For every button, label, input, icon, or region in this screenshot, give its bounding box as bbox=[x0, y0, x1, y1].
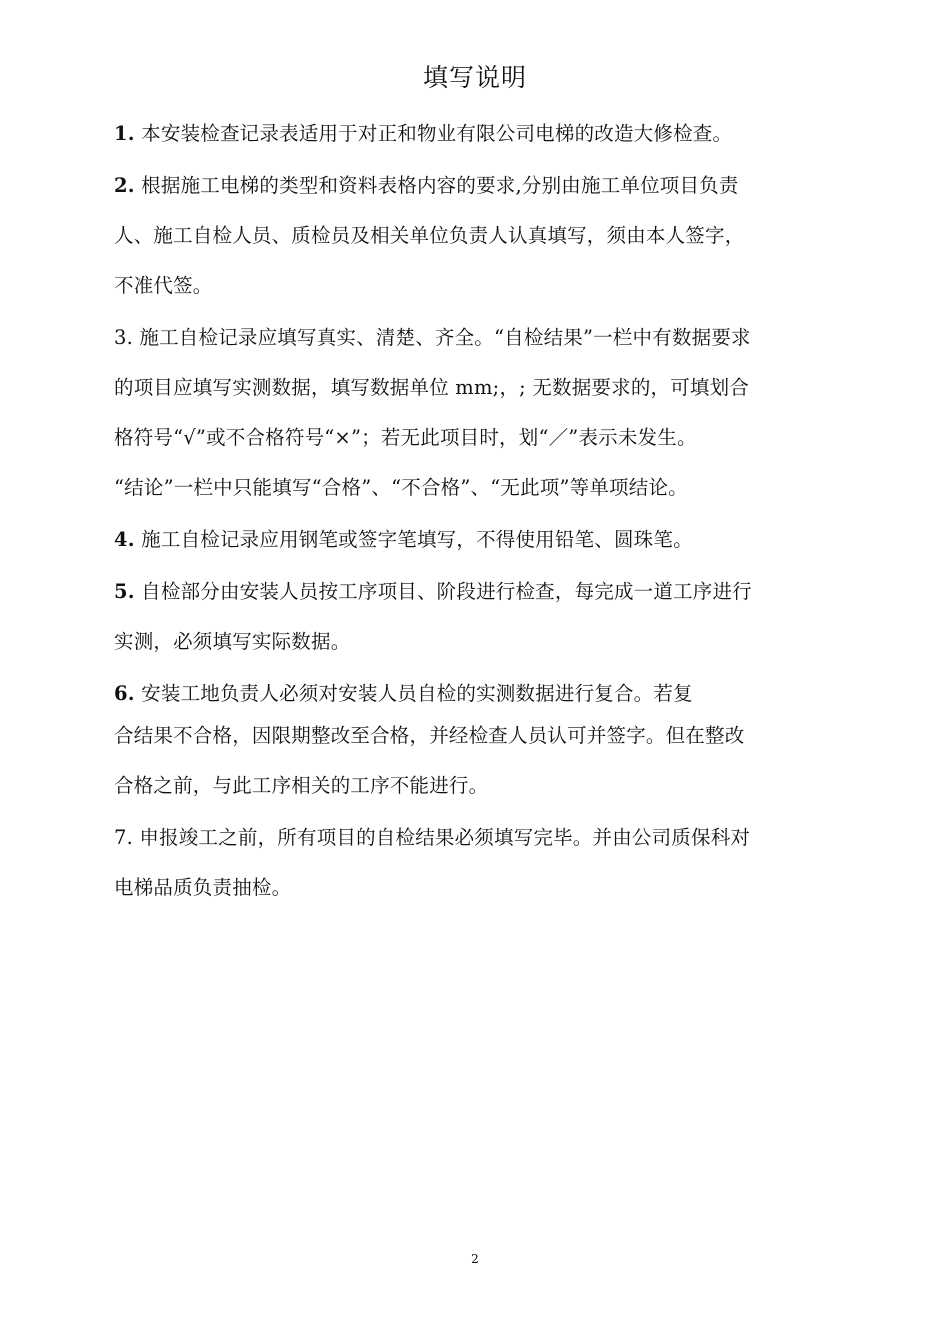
instruction-line bbox=[114, 273, 844, 298]
line-text: 合结果不合格，因限期整改至合格，并经检查人员认可并签字。但在整改 bbox=[114, 724, 745, 747]
item-number: 5. bbox=[114, 580, 135, 603]
line-text: “结论”一栏中只能填写“合格”、“不合格”、“无此项”等单项结论。 bbox=[114, 476, 688, 499]
line-text: 不准代签。 bbox=[114, 274, 213, 297]
instruction-line bbox=[114, 773, 844, 798]
instruction-line bbox=[114, 723, 844, 748]
instruction-line bbox=[114, 325, 844, 350]
instruction-line bbox=[114, 825, 844, 850]
page-number: 2 bbox=[471, 1252, 479, 1266]
instructions-body bbox=[114, 114, 844, 900]
item-number: 4. bbox=[114, 528, 135, 551]
item-number: 2. bbox=[114, 174, 135, 197]
instruction-line bbox=[114, 475, 844, 500]
instruction-line bbox=[114, 681, 844, 706]
instruction-line bbox=[114, 121, 844, 146]
line-text: 施工自检记录应用钢笔或签字笔填写，不得使用铅笔、圆珠笔。 bbox=[134, 528, 693, 551]
page-title: 填写说明 bbox=[422, 63, 527, 92]
instruction-line bbox=[114, 425, 844, 450]
instruction-line bbox=[114, 375, 844, 400]
instruction-line bbox=[114, 527, 844, 552]
instruction-line bbox=[114, 223, 844, 248]
instruction-line bbox=[114, 173, 844, 198]
instruction-line bbox=[114, 579, 844, 604]
instruction-line bbox=[114, 875, 844, 900]
line-text: 人、施工自检人员、质检员及相关单位负责人认真填写，须由本人签字， bbox=[114, 224, 745, 247]
line-text: 7. 申报竣工之前，所有项目的自检结果必须填写完毕。并由公司质保科对 bbox=[114, 826, 751, 849]
line-text: 实测，必须填写实际数据。 bbox=[114, 630, 351, 653]
line-text: 根据施工电梯的类型和资料表格内容的要求,分别由施工单位项目负责 bbox=[134, 174, 739, 197]
line-text: 格符号“√”或不合格符号“×”；若无此项目时，划“／”表示未发生。 bbox=[114, 426, 697, 449]
line-text: 合格之前，与此工序相关的工序不能进行。 bbox=[114, 774, 489, 797]
line-text: 自检部分由安装人员按工序项目、阶段进行检查，每完成一道工序进行 bbox=[134, 580, 752, 603]
item-number: 1. bbox=[114, 122, 135, 145]
line-text: 3. 施工自检记录应填写真实、清楚、齐全。“自检结果”一栏中有数据要求 bbox=[114, 326, 751, 349]
line-text: 安装工地负责人必须对安装人员自检的实测数据进行复合。若复 bbox=[134, 682, 693, 705]
line-text: 的项目应填写实测数据，填写数据单位 mm;，; 无数据要求的，可填划合 bbox=[114, 376, 750, 399]
line-text: 电梯品质负责抽检。 bbox=[114, 876, 292, 899]
instruction-line bbox=[114, 629, 844, 654]
line-text: 本安装检查记录表适用于对正和物业有限公司电梯的改造大修检查。 bbox=[134, 122, 733, 145]
item-number: 6. bbox=[114, 682, 135, 705]
